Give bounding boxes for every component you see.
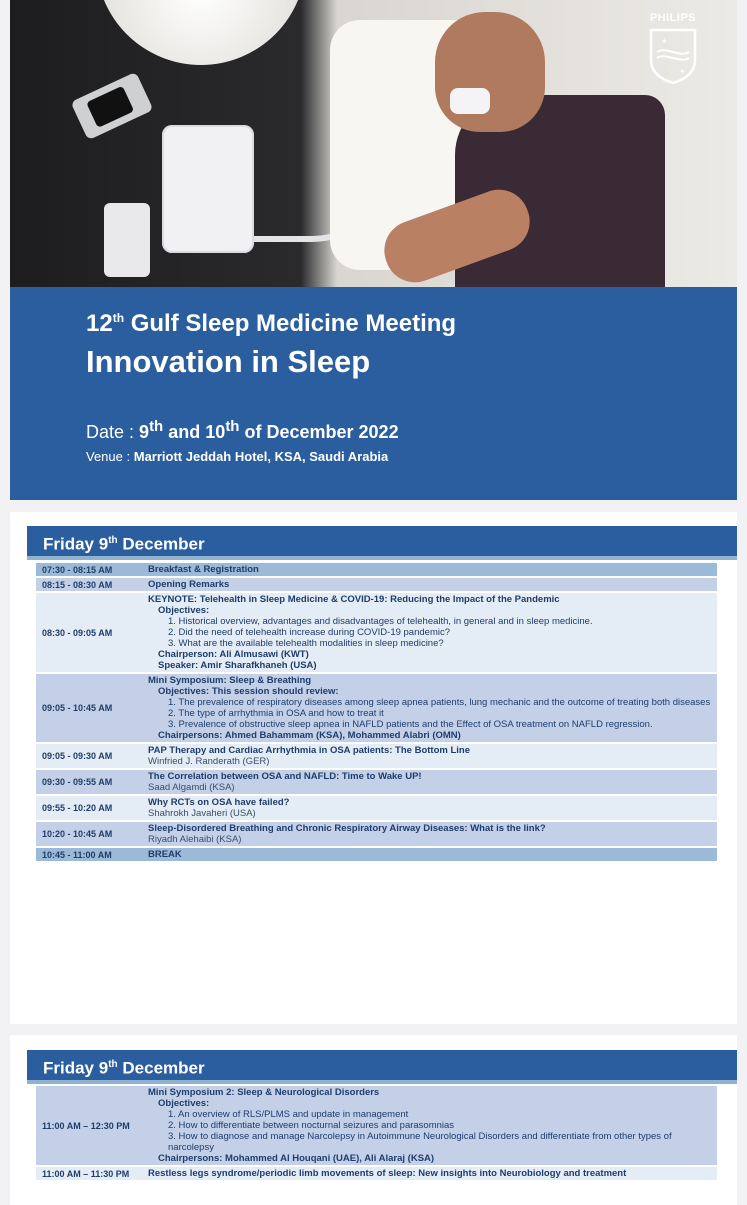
objective-item: 2. How to differentiate between nocturnal seizures and parasomnias <box>168 1120 455 1131</box>
cpap-mask-image <box>450 88 490 114</box>
table-row <box>36 796 717 820</box>
session-title: Why RCTs on OSA have failed? <box>148 797 290 808</box>
session-time: 11:00 AM – 12:30 PM <box>36 1086 142 1165</box>
session-title: BREAK <box>142 848 717 861</box>
session-time: 07:30 - 08:15 AM <box>36 563 142 576</box>
speaker: Shahrokh Javaheri (USA) <box>148 808 256 819</box>
head-image <box>435 12 545 132</box>
svg-text:✦: ✦ <box>679 67 686 76</box>
table-row <box>36 770 717 794</box>
svg-text:✦: ✦ <box>661 37 668 46</box>
session-details <box>142 822 717 846</box>
objectives-label: Objectives: <box>158 605 210 616</box>
table-row <box>36 848 717 861</box>
schedule-table-day2 <box>36 1084 717 1182</box>
session-time: 08:15 - 08:30 AM <box>36 578 142 591</box>
hero-photo <box>10 0 737 287</box>
table-row <box>36 578 717 591</box>
session-details <box>142 744 717 768</box>
session-details <box>142 674 717 742</box>
session-title: Mini Symposium 2: Sleep & Neurological Disorders <box>148 1087 380 1098</box>
chairpersons: Chairpersons: Ahmed Bahammam (KSA), Mohammed Alabri (OMN) <box>158 730 461 741</box>
meeting-title: 12th Gulf Sleep Medicine Meeting <box>86 310 457 337</box>
session-title: KEYNOTE: Telehealth in Sleep Medicine & COVID-19: Reducing the Impact of the Pandemic <box>148 594 560 605</box>
meeting-theme: Innovation in Sleep <box>86 344 371 379</box>
chairperson: Chairperson: Ali Almusawi (KWT) <box>158 649 309 660</box>
session-details <box>142 796 717 820</box>
table-row <box>36 674 717 742</box>
table-row <box>36 822 717 846</box>
session-title: PAP Therapy and Cardiac Arrhythmia in OSA patients: The Bottom Line <box>148 745 470 756</box>
day-header: Friday 9th December <box>27 1050 737 1080</box>
objective-item: 1. Historical overview, advantages and disadvantages of telehealth, in general and in sleep medicine. <box>168 616 593 627</box>
objective-item: 2. Did the need of telehealth increase during COVID-19 pandemic? <box>168 627 451 638</box>
table-row <box>36 744 717 768</box>
objectives-label: Objectives: <box>158 1098 210 1109</box>
session-time: 09:55 - 10:20 AM <box>36 796 142 820</box>
session-title: Sleep-Disordered Breathing and Chronic Respiratory Airway Diseases: What is the link? <box>148 823 546 834</box>
session-time: 11:00 AM – 11:30 PM <box>36 1167 142 1180</box>
table-row <box>36 593 717 672</box>
session-details <box>142 1086 717 1165</box>
speaker: Winfried J. Randerath (GER) <box>148 756 270 767</box>
objective-item: 3. Prevalence of obstructive sleep apnea in NAFLD patients and the Effect of OSA treatment on NAFLD regression. <box>168 719 653 730</box>
objective-item: 1. An overview of RLS/PLMS and update in management <box>168 1109 409 1120</box>
speaker: Speaker: Amir Sharafkhaneh (USA) <box>158 660 317 671</box>
event-venue: Venue : Marriott Jeddah Hotel, KSA, Saudi Arabia <box>86 449 389 464</box>
session-title: Mini Symposium: Sleep & Breathing <box>148 675 312 686</box>
session-time: 09:05 - 10:45 AM <box>36 674 142 742</box>
speaker: Riyadh Alehaibi (KSA) <box>148 834 242 845</box>
banner-text <box>86 310 456 464</box>
session-time: 09:05 - 09:30 AM <box>36 744 142 768</box>
session-details <box>142 770 717 794</box>
lamp-image <box>96 0 306 65</box>
session-time: 10:20 - 10:45 AM <box>36 822 142 846</box>
session-title: The Correlation between OSA and NAFLD: Time to Wake UP! <box>148 771 422 782</box>
objective-item: 2. The type of arrhythmia in OSA and how to treat it <box>168 708 384 719</box>
phone-image <box>104 203 150 277</box>
event-date: Date : 9th and 10th of December 2022 <box>86 418 399 442</box>
chairpersons: Chairpersons: Mohammed Al Houqani (UAE), Ali Alaraj (KSA) <box>158 1153 435 1164</box>
objectives-label: Objectives: This session should review: <box>158 686 339 697</box>
philips-logo <box>643 12 703 89</box>
speaker: Saad Algamdi (KSA) <box>148 782 235 793</box>
day-header: Friday 9th December <box>27 526 737 556</box>
objective-item: 3. What are the available telehealth modalities in sleep medicine? <box>168 638 444 649</box>
session-title: Opening Remarks <box>142 578 717 591</box>
table-row <box>36 563 717 576</box>
cpap-machine-image <box>162 125 254 253</box>
logo-wordmark: PHILIPS <box>649 12 697 24</box>
objective-item: 3. How to diagnose and manage Narcolepsy in Autoimmune Neurological Disorders and differentiate from other types of narcolepsy <box>168 1131 672 1153</box>
session-time: 08:30 - 09:05 AM <box>36 593 142 672</box>
session-details <box>142 593 717 672</box>
event-banner <box>10 0 737 500</box>
session-title: Breakfast & Registration <box>142 563 717 576</box>
schedule-table-day1 <box>36 561 717 863</box>
session-title: Restless legs syndrome/periodic limb movements of sleep: New insights into Neurobiology and treatment <box>142 1167 717 1180</box>
shield-icon <box>647 26 699 84</box>
table-row <box>36 1086 717 1165</box>
table-row <box>36 1167 717 1180</box>
objective-item: 1. The prevalence of respiratory diseases among sleep apnea patients, lung mechanic and the outcome of treating both diseases <box>168 697 711 708</box>
day-header-strip <box>27 556 737 560</box>
alarm-clock-image <box>70 72 153 140</box>
session-time: 09:30 - 09:55 AM <box>36 770 142 794</box>
session-time: 10:45 - 11:00 AM <box>36 848 142 861</box>
